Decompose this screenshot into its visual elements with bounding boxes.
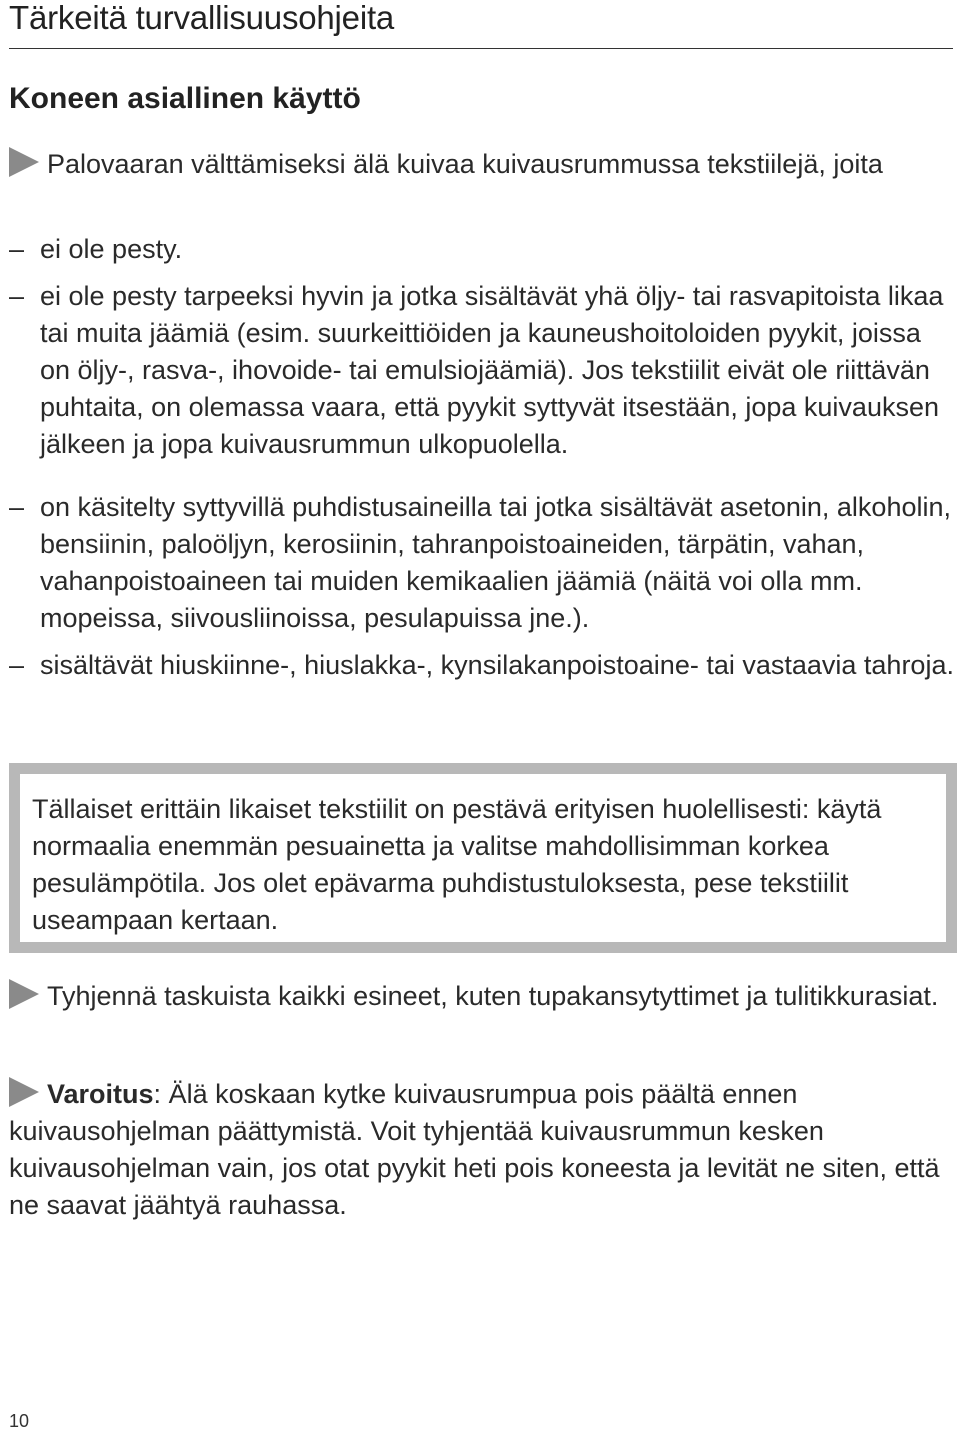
notice-text: Tällaiset erittäin likaiset tekstiilit on pestävä erityisen huolellisesti: käytä normaalia enemmän pesuainetta ja valitse mahdollisimman korkea pesulämpötila. Jos olet epävarma puhdistustuloksesta, pese tekstiilit useampaan kertaan. — [32, 794, 882, 935]
intro-text: Palovaaran välttämiseksi älä kuivaa kuivausrummussa tekstiilejä, joita — [47, 149, 883, 179]
dash-marker: – — [9, 234, 25, 264]
list-item-text: sisältävät hiuskiinne-, hiuslakka-, kynsilakanpoistoaine- tai vastaavia tahroja. — [40, 650, 954, 680]
bullet-arrow-icon — [9, 979, 39, 1009]
notice-box — [9, 763, 957, 953]
dash-marker: – — [9, 492, 25, 522]
page-title: Tärkeitä turvallisuusohjeita — [9, 0, 395, 36]
list-item — [9, 231, 954, 268]
bullet-arrow-icon — [9, 1077, 39, 1107]
list-item-text: ei ole pesty. — [40, 234, 183, 264]
list-item — [9, 278, 954, 463]
list-item-text: on käsitelty syttyvillä puhdistusaineilla tai jotka sisältävät asetonin, alkoholin, bensiinin, paloöljyn, kerosiinin, tahranpoistoaineiden, tärpätin, vahan, vahanpoistoaineen tai muiden kemikaalien jäämiä (näitä voi olla mm. mopeissa, siivousliinoissa, pesulapuissa jne.). — [40, 492, 951, 633]
condition-list — [9, 231, 954, 684]
warning-text: Älä koskaan kytke kuivausrumpua pois päältä ennen kuivausohjelman päättymistä. Voit tyhjentää kuivausrummun kesken kuivausohjelman vain, jos otat pyykit heti pois koneesta ja levität ne siten, että ne saavat jäähtyä rauhassa. — [9, 1079, 940, 1220]
warning-label: Varoitus — [47, 1079, 154, 1109]
dash-marker: – — [9, 650, 25, 680]
list-item — [9, 647, 954, 684]
title-divider — [9, 48, 953, 49]
bullet-arrow-icon — [9, 147, 39, 177]
pockets-instruction-text: Tyhjennä taskuista kaikki esineet, kuten tupakansytyttimet ja tulitikkurasiat. — [47, 981, 939, 1011]
section-heading: Koneen asiallinen käyttö — [9, 82, 361, 115]
list-item-text: ei ole pesty tarpeeksi hyvin ja jotka sisältävät yhä öljy- tai rasvapitoista likaa tai muita jäämiä (esim. suurkeittiöiden ja kauneushoitoloiden pyykit, joissa on öljy-, rasva-, ihovoide- tai emulsiojäämiä). Jos tekstiilit eivät ole riittävän puhtaita, on olemassa vaara, että pyykit syttyvät itsestään, jopa kuivauksen jälkeen ja jopa kuivausrummun ulkopuolella. — [40, 281, 944, 459]
list-item — [9, 489, 954, 637]
dash-marker: – — [9, 281, 25, 311]
warning-paragraph — [9, 1076, 954, 1224]
pockets-instruction — [9, 978, 954, 1015]
page-number: 10 — [9, 1411, 30, 1431]
warning-separator: : — [153, 1079, 162, 1109]
intro-paragraph — [9, 146, 954, 183]
